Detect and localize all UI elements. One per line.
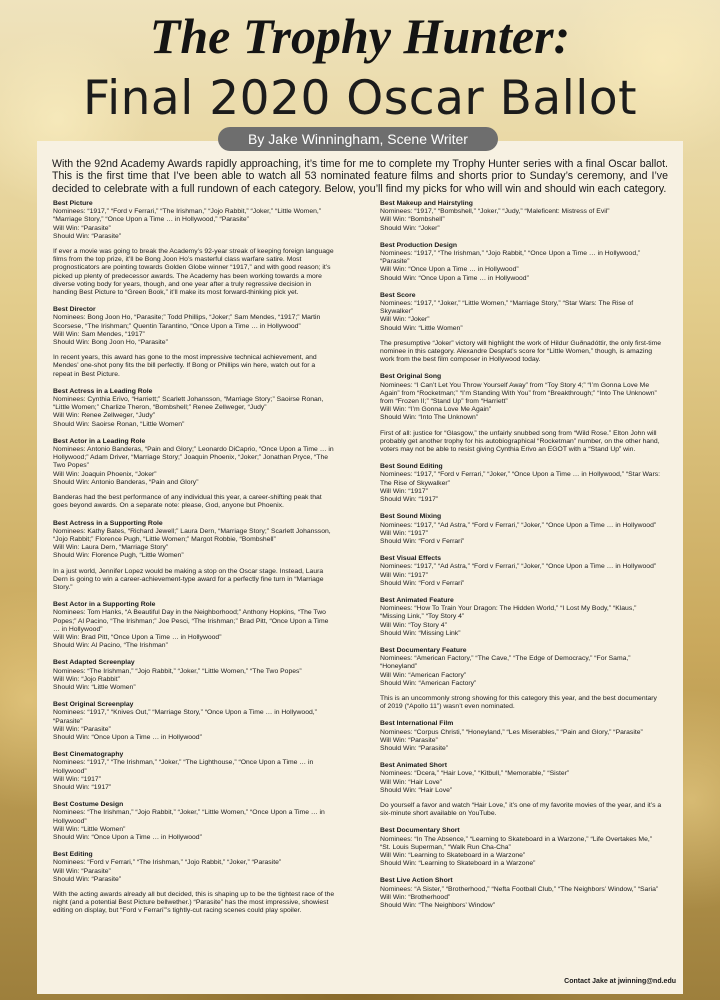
nominees-line: Nominees: “How To Train Your Dragon: The Hidden World,” “I Lost My Body,” “Klaus,” “Missing Link,” “Toy Story 4” bbox=[380, 605, 637, 621]
nominees-line: Nominees: Antonio Banderas, “Pain and Glory;” Leonardo DiCaprio, “Once Upon a Time … in Hollywood;” Adam Driver, “Marriage Story;” Joaquin Phoenix, “Joker;” Jonathan Pryce, “The Two Popes” bbox=[53, 446, 334, 470]
will-win-line: Will Win: “1917” bbox=[380, 571, 428, 579]
nominees-line: Nominees: “1917,” “Ford v Ferrari,” “Joker,” “Once Upon a Time … in Hollywood,” “Star Wars: The Rise of Skywalker” bbox=[380, 471, 661, 487]
will-win-line: Will Win: “Parasite” bbox=[53, 725, 111, 733]
commentary-paragraph: The presumptive “Joker” victory will highlight the work of Hildur Guðnadóttir, the only first-time nominee in this category. Alexandre Desplat’s score for “Little Women,” though, is amazing work from the best film composer in Hollywood today. bbox=[380, 339, 662, 364]
nominees-line: Nominees: Kathy Bates, “Richard Jewell;” Laura Dern, “Marriage Story;” Scarlett Johansson, “Jojo Rabbit;” Florence Pugh, “Little Women;” Margot Robbie, “Bombshell” bbox=[53, 527, 331, 543]
category-heading: Best Production Design bbox=[380, 241, 458, 249]
will-win-line: Will Win: “Parasite” bbox=[53, 867, 111, 875]
will-win-line: Will Win: “Toy Story 4” bbox=[380, 621, 447, 629]
byline-badge: By Jake Winningham, Scene Writer bbox=[218, 127, 498, 151]
will-win-line: Will Win: Sam Mendes, “1917” bbox=[53, 330, 145, 338]
category-heading: Best Original Song bbox=[380, 373, 442, 381]
category-heading: Best Actress in a Leading Role bbox=[53, 387, 153, 395]
will-win-line: Will Win: “Bombshell” bbox=[380, 216, 445, 224]
will-win-line: Will Win: “Learning to Skateboard in a Warzone” bbox=[380, 852, 526, 859]
category-heading: Best International Film bbox=[380, 720, 454, 728]
nominees-line: Nominees: “1917,” “Ad Astra,” “Ford v Ferrari,” “Joker,” “Once Upon a Time … in Hollywood” bbox=[380, 563, 657, 571]
nominees-line: Nominees: “The Irishman,” “Jojo Rabbit,” “Joker,” “Little Women,” “The Two Popes” bbox=[53, 667, 302, 675]
nominees-line: Nominees: “1917,” “The Irishman,” “Jojo Rabbit,” “Once Upon a Time … in Hollywood,” “Parasite” bbox=[380, 250, 641, 266]
should-win-line: Should Win: “Learning to Skateboard in a Warzone” bbox=[380, 860, 536, 868]
should-win-line: Should Win: “Into The Unknown” bbox=[380, 414, 479, 422]
nominees-line: Nominees: “Ford v Ferrari,” “The Irishman,” “Jojo Rabbit,” “Joker,” “Parasite” bbox=[53, 859, 282, 867]
category-best-actor bbox=[53, 438, 335, 511]
headline-line-2: Final 2020 Oscar Ballot bbox=[82, 71, 638, 126]
category-supporting-actress bbox=[53, 520, 335, 593]
will-win-line: Will Win: “1917” bbox=[53, 775, 101, 783]
category-heading: Best Sound Mixing bbox=[380, 513, 442, 521]
should-win-line: Should Win: “Joker” bbox=[380, 224, 440, 232]
will-win-line: Will Win: “American Factory” bbox=[380, 671, 467, 679]
should-win-line: Should Win: “Parasite” bbox=[53, 875, 121, 883]
category-supporting-actor bbox=[53, 601, 335, 650]
nominees-line: Nominees: “American Factory,” “The Cave,” “The Edge of Democracy,” “For Sama,” “Honeyland” bbox=[380, 655, 631, 671]
category-best-director bbox=[53, 306, 335, 379]
commentary-paragraph: If ever a movie was going to break the Academy’s 92-year streak of keeping foreign language films from the top prize, it’ll be Bong Joon Ho’s masterful class warfare satire. Most prognosticators are pointing towards Golden Globe winner “1917,” and with good reason; it’s picked up plenty of predecessor awards. The Academy has been working towards a more diverse voting body for years, though, and one year after a truly regressive decision in handing Best Picture to “Green Book,” it’ll make its most forward-thinking pick yet. bbox=[53, 248, 334, 297]
nominees-line: Nominees: “1917,” “Knives Out,” “Marriage Story,” “Once Upon a Time … in Hollywood,” “Parasite” bbox=[53, 709, 317, 725]
category-heading: Best Actor in a Leading Role bbox=[53, 437, 146, 445]
category-heading: Best Original Screenplay bbox=[53, 701, 134, 709]
category-heading: Best Visual Effects bbox=[380, 555, 442, 563]
nominees-line: Nominees: “1917,” “Ad Astra,” “Ford v Ferrari,” “Joker,” “Once Upon a Time … in Hollywood” bbox=[380, 521, 657, 529]
nominees-line: Nominees: “The Irishman,” “Jojo Rabbit,” “Joker,” “Little Women,” “Once Upon a Time … in Hollywood” bbox=[53, 809, 325, 825]
category-makeup bbox=[380, 200, 662, 233]
nominees-line: Nominees: “1917,” “Bombshell,” “Joker,” “Judy,” “Maleficent: Mistress of Evil” bbox=[380, 208, 610, 216]
nominees-line: Nominees: “In The Absence,” “Learning to Skateboard in a Warzone,” “Life Overtakes Me,” “St. Louis Superman,” “Walk Run Cha-Cha” bbox=[380, 835, 653, 851]
category-heading: Best Makeup and Hairstyling bbox=[380, 200, 473, 207]
category-heading: Best Editing bbox=[53, 851, 93, 859]
category-documentary-feature bbox=[380, 647, 662, 711]
commentary-paragraph: Banderas had the best performance of any individual this year, a career-shifting peak that goes beyond awards. On a separate note: please, God, anyone but Phoenix. bbox=[53, 494, 322, 510]
should-win-line: Should Win: “Once Upon a Time … in Hollywood” bbox=[53, 733, 202, 741]
should-win-line: Should Win: “Once Upon a Time … in Hollywood” bbox=[380, 274, 529, 282]
category-international-film bbox=[380, 720, 662, 753]
should-win-line: Should Win: Antonio Banderas, “Pain and Glory” bbox=[53, 478, 199, 486]
should-win-line: Should Win: “Parasite” bbox=[53, 232, 121, 240]
will-win-line: Will Win: “Joker” bbox=[380, 316, 430, 324]
commentary-paragraph: With the acting awards already all but decided, this is shaping up to be the tightest race of the night (and a potential Best Picture bellwether.) “Parasite” has the most impressive, showiest editing on display, but “Ford v Ferrari”’s tightly-cut racing scenes could play spoiler. bbox=[53, 891, 335, 915]
category-sound-editing bbox=[380, 463, 662, 504]
nominees-line: Nominees: “A Sister,” “Brotherhood,” “Nefta Football Club,” “The Neighbors’ Window,” “Saria” bbox=[380, 885, 659, 893]
category-visual-effects bbox=[380, 555, 662, 588]
category-cinematography bbox=[53, 751, 335, 792]
should-win-line: Should Win: “Parasite” bbox=[380, 744, 448, 752]
should-win-line: Should Win: “1917” bbox=[380, 496, 439, 504]
will-win-line: Will Win: “Brotherhood” bbox=[380, 893, 451, 901]
category-documentary-short bbox=[380, 827, 662, 868]
should-win-line: Should Win: “Ford v Ferrari” bbox=[380, 537, 465, 545]
category-live-action-short bbox=[380, 877, 662, 910]
category-heading: Best Adapted Screenplay bbox=[53, 659, 135, 667]
category-heading: Best Documentary Short bbox=[380, 827, 460, 835]
will-win-line: Will Win: Brad Pitt, “Once Upon a Time … in Hollywood” bbox=[53, 633, 222, 641]
category-heading: Best Live Action Short bbox=[380, 877, 453, 885]
commentary-paragraph: In a just world, Jennifer Lopez would be making a stop on the Oscar stage. Instead, Laura Dern is going to win a career-achievement-type award for a perfectly fine turn in “Marriage Story.” bbox=[53, 567, 324, 591]
category-costume-design bbox=[53, 801, 335, 842]
should-win-line: Should Win: “American Factory” bbox=[380, 679, 477, 687]
category-heading: Best Costume Design bbox=[53, 801, 124, 809]
category-adapted-screenplay bbox=[53, 659, 335, 692]
should-win-line: Should Win: “Little Women” bbox=[53, 683, 136, 691]
commentary-paragraph: This is an uncommonly strong showing for this category this year, and the best documentary of 2019 (“Apollo 11”) wasn’t even nominated. bbox=[380, 694, 657, 711]
should-win-line: Should Win: Florence Pugh, “Little Women” bbox=[53, 552, 184, 560]
category-sound-mixing bbox=[380, 513, 662, 546]
should-win-line: Should Win: “Ford v Ferrari” bbox=[380, 579, 465, 587]
will-win-line: Will Win: Laura Dern, “Marriage Story” bbox=[53, 544, 169, 552]
should-win-line: Should Win: “Once Upon a Time … in Hollywood” bbox=[53, 834, 202, 841]
category-animated-feature bbox=[380, 597, 662, 638]
category-animated-short bbox=[380, 762, 662, 818]
category-original-screenplay bbox=[53, 701, 335, 742]
nominees-line: Nominees: “1917,” “The Irishman,” “Joker,” “The Lighthouse,” “Once Upon a Time … in Hollywood” bbox=[53, 759, 314, 775]
category-heading: Best Animated Short bbox=[380, 762, 447, 770]
commentary-paragraph: First of all: justice for “Glasgow,” the unfairly snubbed song from “Wild Rose.” Elton John will probably get another trophy for his autobiographical “Rocketman” number, on the other hand, voters may not be able to resist giving Cynthia Erivo an EGOT with a “Stand Up” win. bbox=[380, 429, 660, 454]
nominees-line: Nominees: Cynthia Erivo, “Harriett;” Scarlett Johansson, “Marriage Story;” Saoirse Ronan, “Little Women;” Charlize Theron, “Bombshell;” Renee Zellweger, “Judy” bbox=[53, 396, 324, 412]
will-win-line: Will Win: “Little Women” bbox=[53, 825, 126, 833]
will-win-line: Will Win: “Parasite” bbox=[380, 736, 438, 744]
category-best-picture bbox=[53, 200, 335, 297]
category-heading: Best Actor in a Supporting Role bbox=[53, 601, 156, 609]
should-win-line: Should Win: “Little Women” bbox=[380, 324, 463, 332]
category-heading: Best Cinematography bbox=[53, 751, 124, 759]
will-win-line: Will Win: “1917” bbox=[380, 529, 428, 537]
category-score bbox=[380, 292, 662, 365]
should-win-line: Should Win: Saoirse Ronan, “Little Women” bbox=[53, 420, 185, 428]
nominees-line: Nominees: “I Can’t Let You Throw Yourself Away” from “Toy Story 4;” “I’m Gonna Love Me Again” from “Rocketman;” “I’m Standing With You” from “Breakthrough;” “Into The Unknown” from “Frozen II;” “Stand Up” from “Harriett” bbox=[380, 381, 657, 406]
will-win-line: Will Win: “Once Upon a Time … in Hollywood” bbox=[380, 266, 519, 274]
right-column bbox=[380, 200, 662, 919]
contact-line: Contact Jake at jwinning@nd.edu bbox=[564, 978, 676, 985]
category-heading: Best Director bbox=[53, 306, 96, 314]
category-heading: Best Score bbox=[380, 291, 416, 299]
nominees-line: Nominees: “Dcera,” “Hair Love,” “Kitbull,” “Memorable,” “Sister” bbox=[380, 770, 570, 778]
category-heading: Best Sound Editing bbox=[380, 463, 443, 471]
category-best-actress bbox=[53, 388, 335, 429]
nominees-line: Nominees: “Corpus Christi,” “Honeyland,” “Les Miserables,” “Pain and Glory,” “Parasite” bbox=[380, 728, 643, 736]
should-win-line: Should Win: “Missing Link” bbox=[380, 629, 461, 637]
should-win-line: Should Win: Bong Joon Ho, “Parasite” bbox=[53, 339, 168, 347]
will-win-line: Will Win: Joaquin Phoenix, “Joker” bbox=[53, 470, 157, 478]
should-win-line: Should Win: “The Neighbors’ Window” bbox=[380, 902, 495, 910]
category-original-song bbox=[380, 373, 662, 454]
will-win-line: Will Win: “1917” bbox=[380, 487, 428, 495]
will-win-line: Will Win: “Parasite” bbox=[53, 224, 111, 232]
will-win-line: Will Win: “Jojo Rabbit” bbox=[53, 675, 120, 683]
headline-line-1: The Trophy Hunter: bbox=[149, 8, 571, 64]
nominees-line: Nominees: Tom Hanks, “A Beautiful Day in the Neighborhood;” Anthony Hopkins, “The Two Popes;” Al Pacino, “The Irishman;” Joe Pesci, “The Irishman;” Brad Pitt, “Once Upon a Time … in Hollywood” bbox=[53, 609, 329, 633]
category-production-design bbox=[380, 242, 662, 283]
nominees-line: Nominees: “1917,” “Ford v Ferrari,” “The Irishman,” “Jojo Rabbit,” “Joker,” “Little Women,” “Marriage Story,” “Once Upon a Time … in Hollywood,” “Parasite” bbox=[53, 208, 322, 224]
should-win-line: Should Win: “Hair Love” bbox=[380, 786, 453, 794]
commentary-paragraph: In recent years, this award has gone to the most impressive technical achievement, and Mendes’ one-shot pony fits the bill perfectly. If Bong or Phillips win here, watch out for a repeat in Best Picture. bbox=[53, 354, 317, 378]
left-column bbox=[53, 200, 335, 925]
category-heading: Best Animated Feature bbox=[380, 596, 454, 604]
will-win-line: Will Win: “Hair Love” bbox=[380, 778, 442, 786]
category-heading: Best Picture bbox=[53, 200, 93, 207]
nominees-line: Nominees: Bong Joon Ho, “Parasite;” Todd Phillips, “Joker;” Sam Mendes, “1917;” Martin Scorsese, “The Irishman;” Quentin Tarantino, “Once Upon a Time … in Hollywood” bbox=[53, 314, 321, 330]
will-win-line: Will Win: “I’m Gonna Love Me Again” bbox=[380, 406, 492, 414]
will-win-line: Will Win: Renee Zellweger, “Judy” bbox=[53, 412, 155, 420]
should-win-line: Should Win: Al Pacino, “The Irishman” bbox=[53, 642, 168, 650]
nominees-line: Nominees: “1917,” “Joker,” “Little Women,” “Marriage Story,” “Star Wars: The Rise of Skywalker” bbox=[380, 300, 634, 316]
commentary-paragraph: Do yourself a favor and watch “Hair Love,” it’s one of my favorite movies of the year, and it’s a six-minute short available on YouTube. bbox=[380, 801, 662, 818]
category-heading: Best Documentary Feature bbox=[380, 646, 467, 654]
category-editing bbox=[53, 851, 335, 915]
intro-paragraph: With the 92nd Academy Awards rapidly approaching, it’s time for me to complete my Trophy Hunter series with a final Oscar ballot. This is the first time that I’ve been able to watch all 53 nominated feature films and shorts prior to Sunday’s ceremony, and I’ve decided to celebrate with a full rundown of each category. Below, you’ll find my picks for who will win and should win each category. bbox=[52, 158, 668, 195]
should-win-line: Should Win: “1917” bbox=[53, 783, 112, 791]
category-heading: Best Actress in a Supporting Role bbox=[53, 519, 163, 527]
